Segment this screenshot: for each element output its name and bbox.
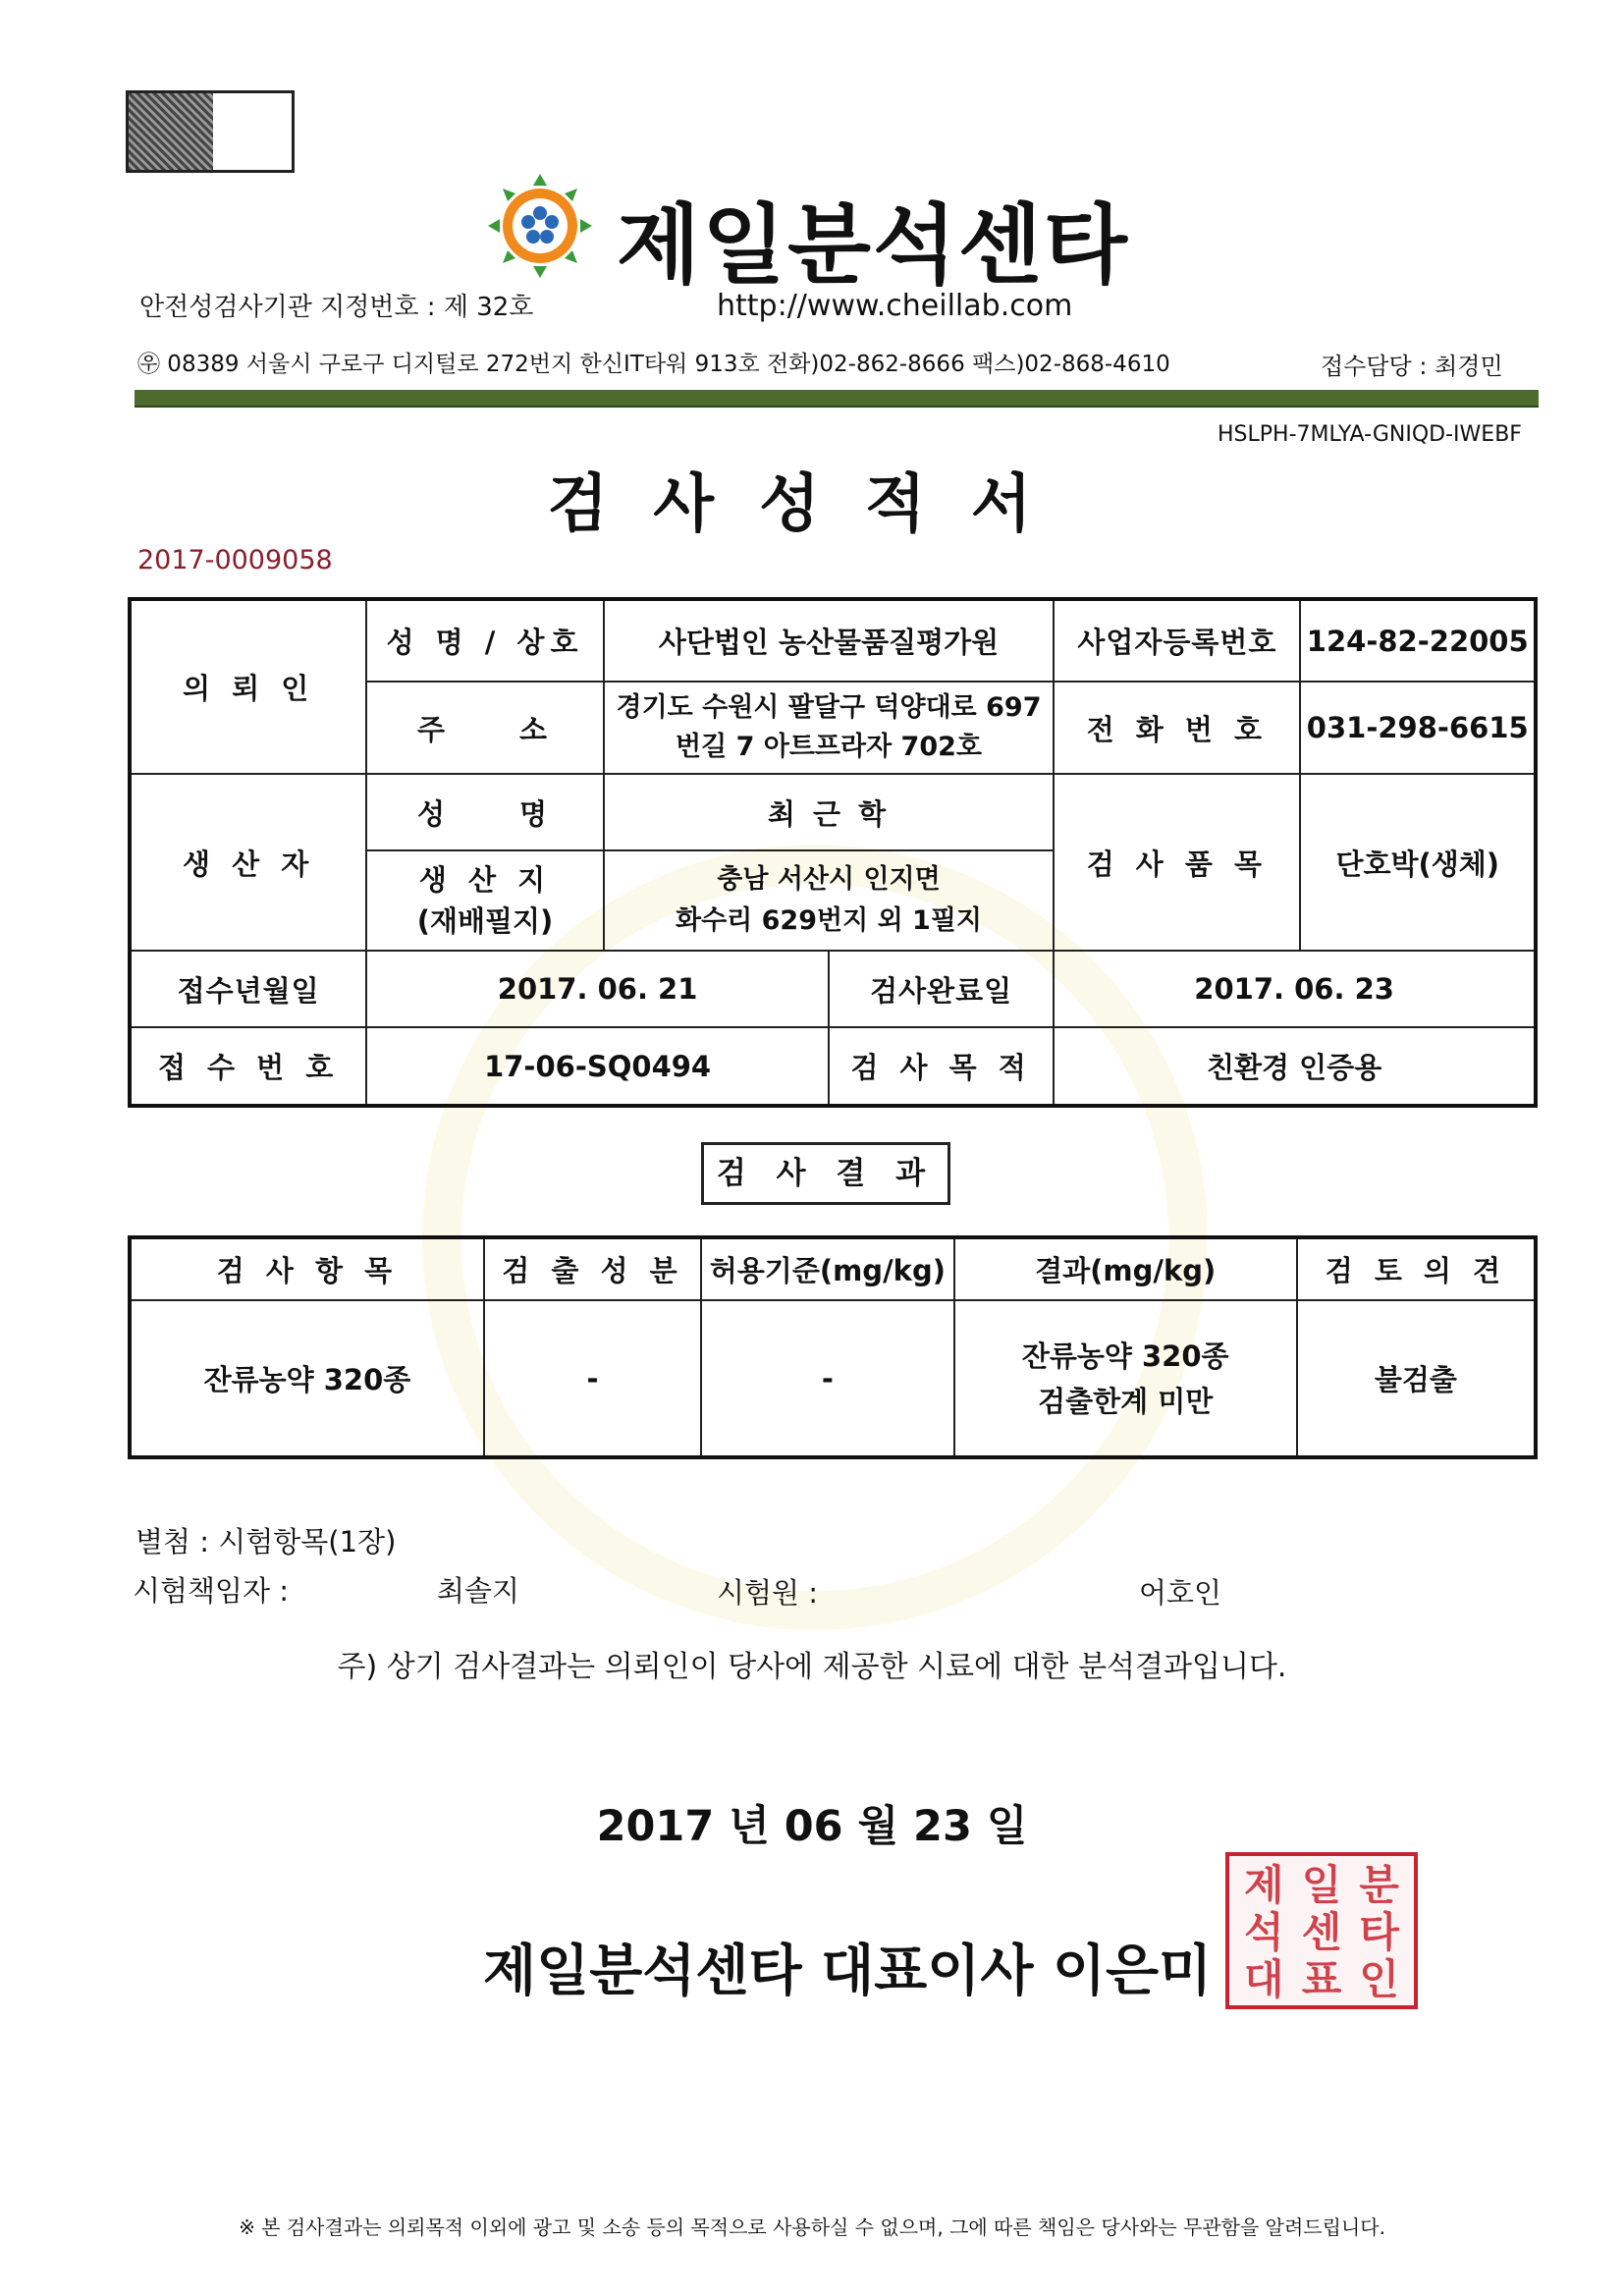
seal-char: 분 xyxy=(1359,1861,1399,1909)
result-header-result: 결과(mg/kg) xyxy=(954,1237,1297,1300)
issue-date: 2017 년 06 월 23 일 xyxy=(596,1802,1028,1851)
origin-label-line1: 생 산 지 xyxy=(418,863,552,897)
result-header-component: 검 출 성 분 xyxy=(484,1237,701,1300)
page-title: 검사성적서 xyxy=(547,468,1077,541)
seal-char: 제 xyxy=(1244,1861,1284,1909)
biz-reg-label: 사업자등록번호 xyxy=(1054,599,1300,682)
name-label: 성 명 / 상호 xyxy=(366,599,604,682)
doc-code: HSLPH-7MLYA-GNIQD-IWEBF xyxy=(1218,422,1522,447)
origin-value-line2: 화수리 629번지 외 1필지 xyxy=(676,905,983,936)
seal-char: 인 xyxy=(1359,1955,1399,2003)
received-date-label: 접수년월일 xyxy=(130,951,366,1027)
result-header-limit: 허용기준(mg/kg) xyxy=(701,1237,954,1300)
responsible-name: 최솔지 xyxy=(437,1574,520,1608)
responsible-label: 시험책임자 : xyxy=(133,1574,290,1608)
purpose-value: 친환경 인증용 xyxy=(1054,1027,1536,1106)
completed-date-label: 검사완료일 xyxy=(829,951,1054,1027)
producer-name-label: 성 명 xyxy=(366,774,604,850)
company-logo-icon xyxy=(486,172,594,280)
result-item: 잔류농약 320종 xyxy=(130,1300,484,1457)
document-barcode-box xyxy=(126,90,295,173)
seal-char: 석 xyxy=(1244,1908,1284,1956)
phone-label: 전 화 번 호 xyxy=(1054,682,1300,774)
item-label: 검 사 품 목 xyxy=(1054,774,1300,951)
address-label: 주 소 xyxy=(366,682,604,774)
address-value xyxy=(604,682,1055,774)
name-value: 사단법인 농산물품질평가원 xyxy=(604,599,1055,682)
website-link[interactable]: http://www.cheillab.com xyxy=(717,289,1073,323)
header-divider xyxy=(135,390,1539,408)
client-label: 의 뢰 인 xyxy=(130,599,366,774)
seal-char: 대 xyxy=(1244,1955,1284,2003)
doc-number: 2017-0009058 xyxy=(137,545,333,575)
result-component: - xyxy=(484,1300,701,1457)
seal-char: 타 xyxy=(1359,1908,1399,1956)
receptionist: 접수담당 : 최경민 xyxy=(1321,353,1503,380)
phone-value: 031-298-6615 xyxy=(1300,682,1536,774)
producer-name-value: 최 근 학 xyxy=(604,774,1055,850)
table-row xyxy=(130,1300,1536,1457)
origin-value-line1: 충남 서산시 인지면 xyxy=(717,864,941,895)
seal-char: 일 xyxy=(1301,1861,1342,1909)
biz-reg-value: 124-82-22005 xyxy=(1300,599,1536,682)
tester-name: 어호인 xyxy=(1139,1576,1222,1610)
address-line: ㉾ 08389 서울시 구로구 디지털로 272번지 한신IT타워 913호 전화)02-862-8666 팩스)02-868-4610 xyxy=(137,352,1170,377)
company-logo-text: 제일분석센타 xyxy=(617,194,1130,296)
result-note: 주) 상기 검사결과는 의뢰인이 당사에 제공한 시료에 대한 분석결과입니다. xyxy=(337,1650,1287,1684)
result-header-opinion: 검 토 의 견 xyxy=(1297,1237,1536,1300)
info-table xyxy=(128,597,1538,1108)
company-seal xyxy=(1225,1852,1418,2009)
purpose-label: 검 사 목 적 xyxy=(829,1027,1054,1106)
disclaimer: ※ 본 검사결과는 의뢰목적 이외에 광고 및 소송 등의 목적으로 사용하실 수 없으며, 그에 따른 책임은 당사와는 무관함을 알려드립니다. xyxy=(239,2215,1385,2239)
origin-label xyxy=(366,850,604,951)
origin-value xyxy=(604,850,1055,951)
seal-char: 표 xyxy=(1301,1955,1342,2003)
result-section-label: 검 사 결 과 xyxy=(701,1142,950,1205)
received-date-value: 2017. 06. 21 xyxy=(366,951,829,1027)
agency-designation: 안전성검사기관 지정번호 : 제 32호 xyxy=(139,293,534,322)
producer-label: 생 산 자 xyxy=(130,774,366,951)
seal-char: 센 xyxy=(1301,1908,1342,1956)
completed-date-value: 2017. 06. 23 xyxy=(1054,951,1536,1027)
origin-label-line2: (재배필지) xyxy=(416,904,554,938)
result-opinion: 불검출 xyxy=(1297,1300,1536,1457)
result-value xyxy=(954,1300,1297,1457)
item-value: 단호박(생체) xyxy=(1300,774,1536,951)
signatory: 제일분석센타 대표이사 이은미 xyxy=(483,1940,1213,2003)
result-value-line1: 잔류농약 320종 xyxy=(1021,1339,1229,1373)
result-table xyxy=(128,1235,1538,1459)
result-limit: - xyxy=(701,1300,954,1457)
address-value-line2: 번길 7 아트프라자 702호 xyxy=(676,732,983,762)
receipt-no-value: 17-06-SQ0494 xyxy=(366,1027,829,1106)
attachment: 별첨 : 시험항목(1장) xyxy=(135,1525,397,1558)
receipt-no-label: 접 수 번 호 xyxy=(130,1027,366,1106)
address-value-line1: 경기도 수원시 팔달구 덕양대로 697 xyxy=(616,692,1042,723)
barcode-icon xyxy=(129,93,213,170)
result-value-line2: 검출한계 미만 xyxy=(1038,1384,1214,1418)
tester-label: 시험원 : xyxy=(717,1576,819,1610)
result-header-item: 검 사 항 목 xyxy=(130,1237,484,1300)
